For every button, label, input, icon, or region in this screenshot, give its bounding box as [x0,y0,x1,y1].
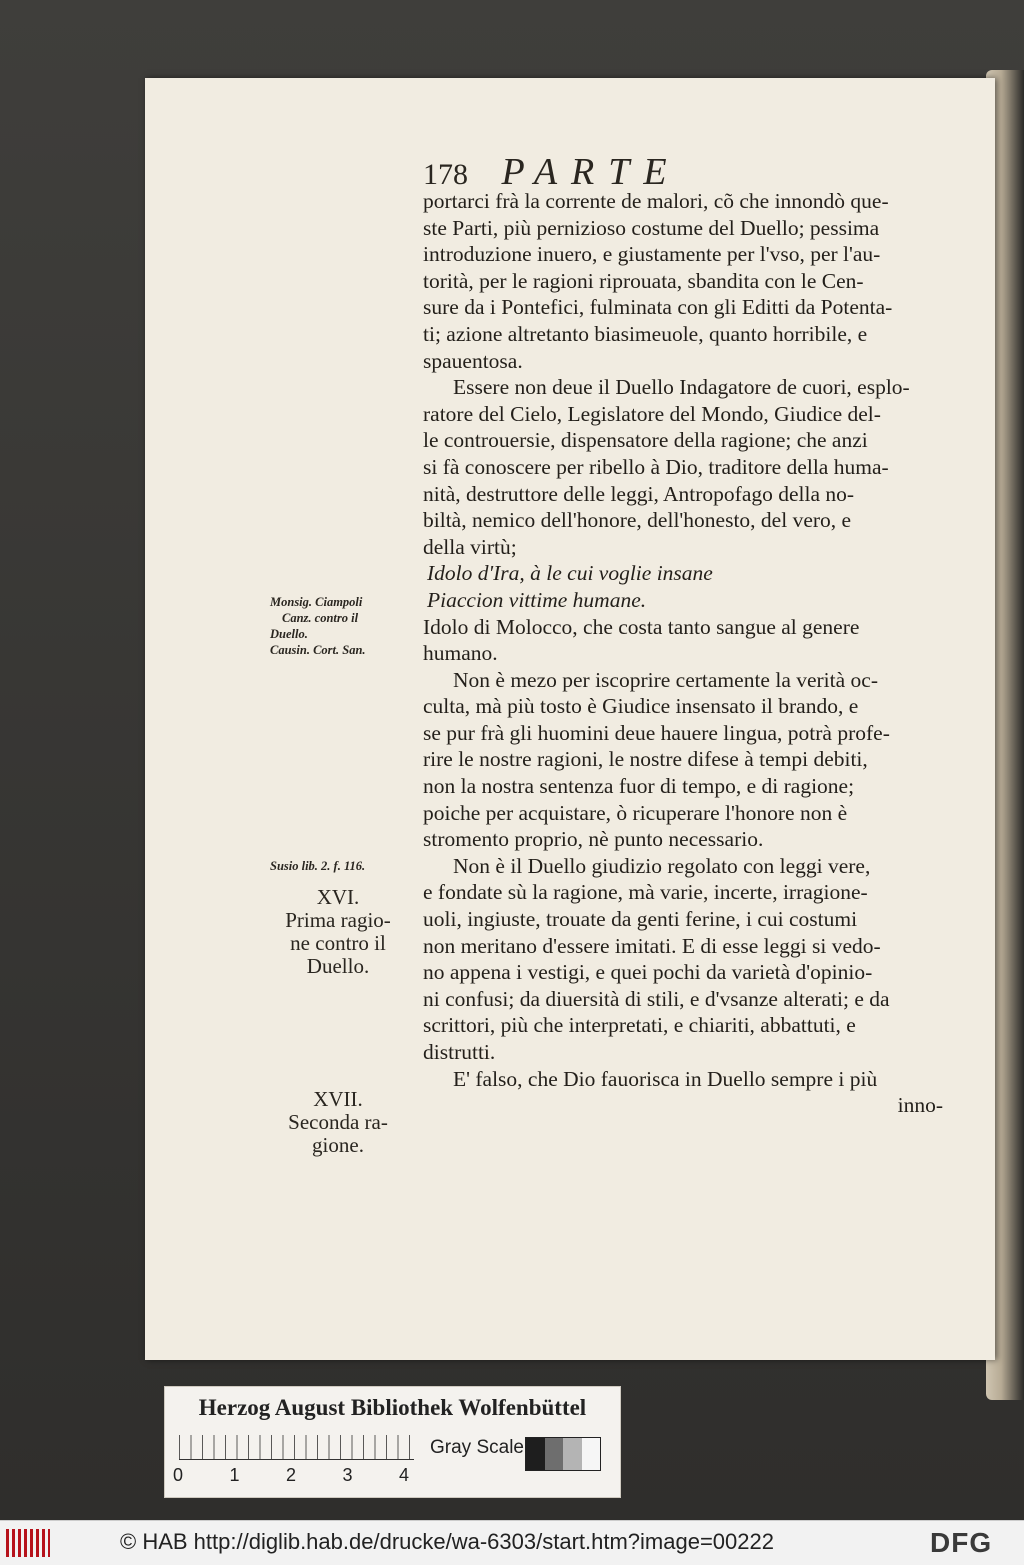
text-line: introduzione inuero, e giustamente per l'vso, per l'au- [423,242,881,267]
text-line: spauentosa. [423,348,523,373]
text-line: le controuersie, dispensatore della ragione; che anzi [423,428,868,453]
margin-note-susio: Susio lib. 2. f. 116. [270,859,366,873]
text-line: sure da i Pontefici, fulminata con gli Editti da Potenta- [423,295,893,320]
margin-note-line: Canz. contro il [282,611,359,625]
text-line: no appena i vestigi, e quei pochi da varietà d'opinio- [423,960,873,985]
text-line: e fondate sù la ragione, mà varie, incerte, irragione- [423,880,868,905]
text-line: E' falso, che Dio fauorisca in Duello sempre i più [453,1066,878,1091]
permalink-text[interactable]: © HAB http://diglib.hab.de/drucke/wa-6303/start.htm?image=00222 [120,1529,774,1554]
ruler-number: 2 [285,1465,296,1485]
ruler-ticks [179,1435,414,1459]
margin-heading-line: Prima ragio- [285,908,391,932]
margin-note-caussin: Causin. Cort. San. [270,643,366,657]
margin-heading-line: XVII. [313,1087,363,1111]
text-line: uoli, ingiuste, trouate da genti ferine, i cui costumi [423,907,858,932]
gray-swatch [526,1438,545,1470]
text-line: biltà, nemico dell'honore, dell'honesto, del vero, e [423,508,852,533]
page-header [423,150,823,193]
body-text [423,188,963,1119]
ruler-numbers [173,1465,409,1486]
footer-bar [0,1520,1024,1565]
text-line: Essere non deue il Duello Indagatore de cuori, esplo- [453,375,910,400]
margin-note-line: Duello. [270,627,308,641]
text-line: distrutti. [423,1040,496,1064]
margin-heading-line: Duello. [306,954,370,978]
text-line: stromento proprio, nè punto necessario. [423,827,764,852]
text-line: ste Parti, più pernizioso costume del Duello; pessima [423,215,880,240]
text-line: ni confusi; da diuersità di stili, e d'vsanze alterati; e da [423,986,890,1011]
text-line: ti; azione altretanto biasimeuole, quanto horribile, e [423,321,868,346]
margin-heading-line: XVI. [316,885,360,909]
margin-heading-line: gione. [312,1133,364,1157]
ruler [179,1435,414,1460]
text-line: torità, per le ragioni riprouata, sbandita con le Cen- [423,268,864,293]
gray-swatch [545,1438,564,1470]
text-line: portarci frà la corrente de malori, cõ che innondò que- [423,189,889,213]
text-line: humano. [423,641,498,666]
running-head: PARTE [501,151,681,193]
gray-swatch [582,1438,601,1470]
margin-heading-xvii [268,1088,408,1157]
margin-heading-line: ne contro il [290,931,386,955]
gray-swatch [563,1438,582,1470]
ruler-number: 1 [229,1465,240,1485]
text-line: Idolo di Molocco, che costa tanto sangue al genere [423,614,860,639]
text-line: poiche per acquistare, ò ricuperare l'honore non è [423,800,848,825]
library-label-card [164,1386,621,1498]
page-number: 178 [423,158,468,191]
margin-note-line: Monsig. Ciampoli [270,595,363,609]
margin-heading-xvi [268,886,408,978]
gray-scale-label: Gray Scale [430,1437,524,1458]
text-line: della virtù; [423,534,517,559]
text-line: culta, mà più tosto è Giudice insensato il brando, e [423,694,859,719]
text-line: rire le nostre ragioni, le nostre difese à tempi debiti, [423,747,868,772]
text-line: si fà conoscere per ribello à Dio, traditore della huma- [423,454,889,479]
text-line: Piaccion vittime humane. [427,587,647,612]
ruler-number: 0 [173,1465,184,1485]
margin-note-ciampoli [270,594,420,642]
library-name: Herzog August Bibliothek Wolfenbüttel [198,1395,587,1420]
margin-heading-line: Seconda ra- [288,1110,388,1134]
text-line: non la nostra sentenza fuor di tempo, e di ragione; [423,774,855,799]
text-line: nità, destruttore delle leggi, Antropofago della no- [423,481,855,506]
text-line: scrittori, più che interpretati, e chiariti, abbattuti, e [423,1013,856,1038]
text-line: non meritano d'essere imitati. E di esse leggi si vedo- [423,933,881,958]
text-line: Non è mezo per iscoprire certamente la verità oc- [453,667,879,692]
gray-scale-bar [525,1437,601,1471]
dfg-logo[interactable]: DFG [930,1527,993,1558]
hab-logo-icon[interactable] [6,1529,50,1557]
text-line: Non è il Duello giudizio regolato con leggi vere, [453,853,871,878]
ruler-number: 4 [398,1465,409,1485]
ruler-number: 3 [342,1465,353,1485]
text-line: Idolo d'Ira, à le cui voglie insane [427,561,713,586]
text-line: ratore del Cielo, Legislatore del Mondo, Giudice del- [423,401,881,426]
text-line: se pur frà gli huomini deue hauere lingua, potrà profe- [423,720,890,745]
text-line: inno- [897,1093,943,1118]
